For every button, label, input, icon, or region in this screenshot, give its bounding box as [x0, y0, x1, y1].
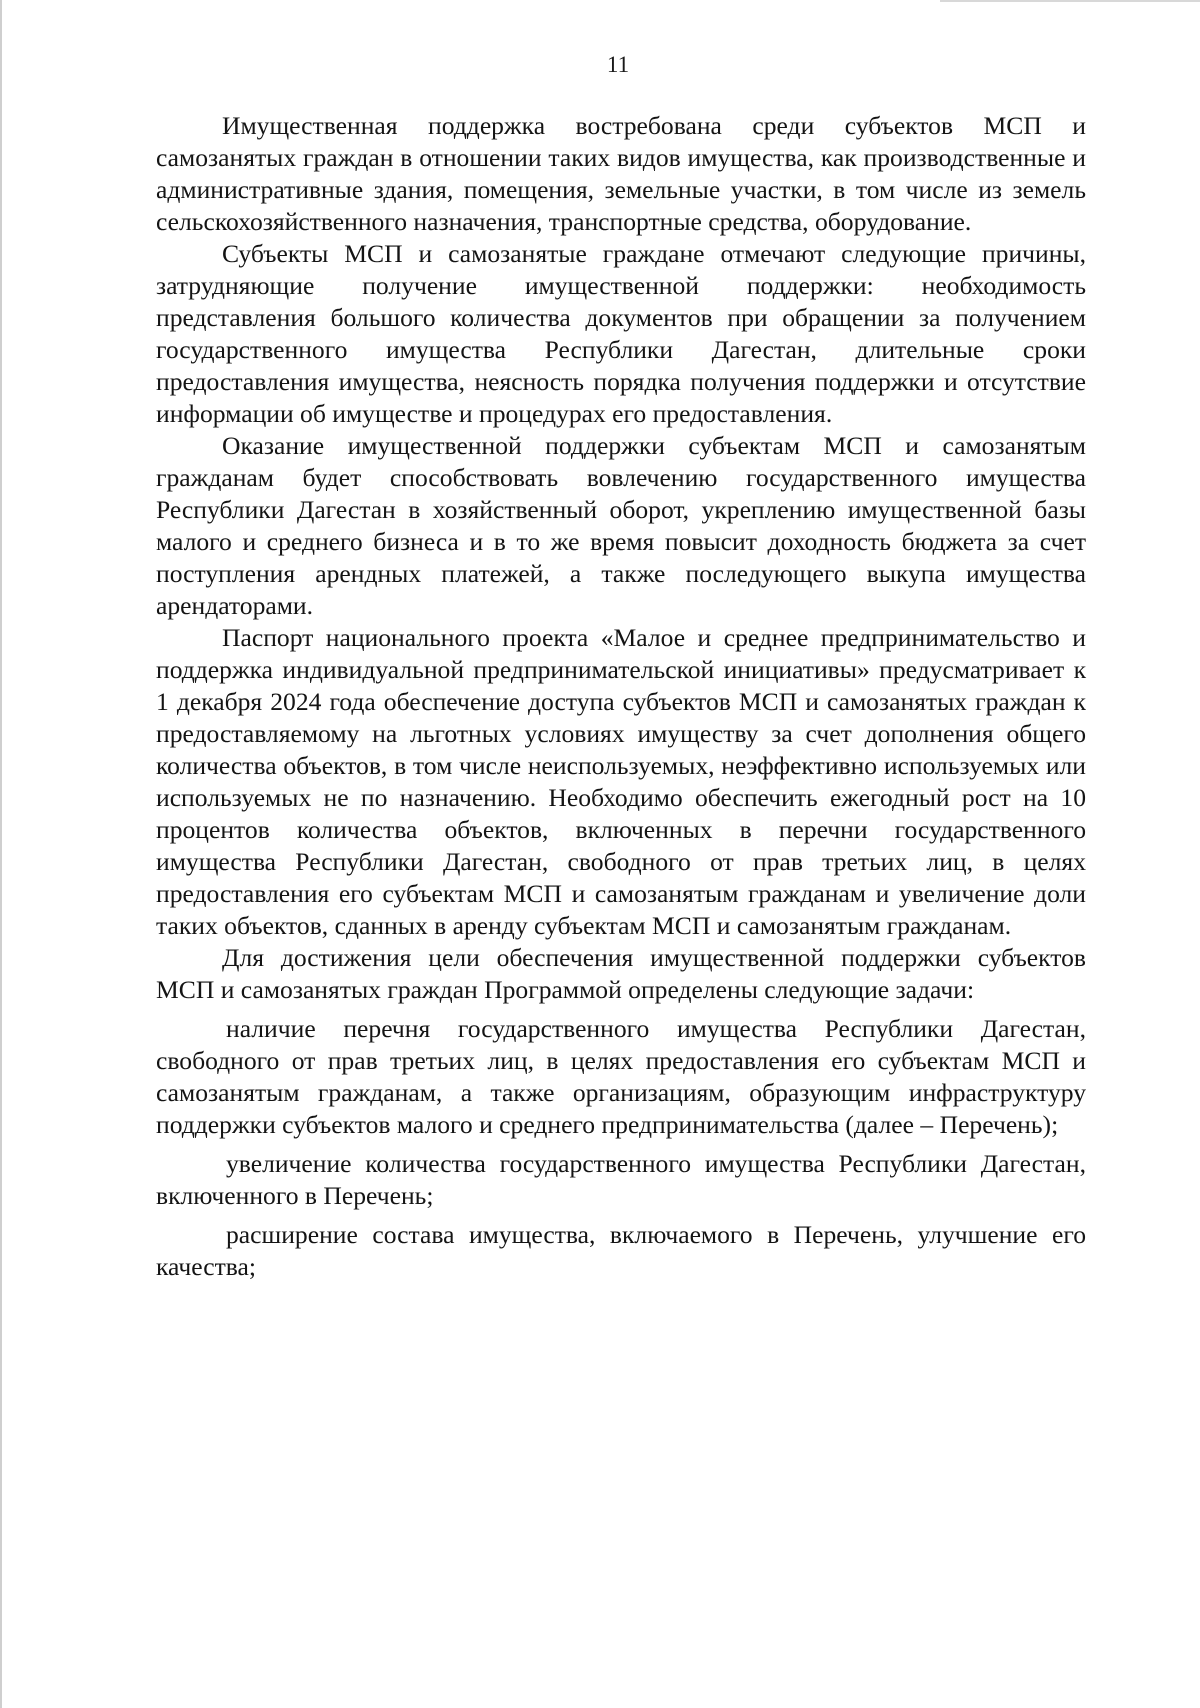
- task-item-expand: расширение состава имущества, включаемого в Перечень, улучшение его качества;: [156, 1220, 1086, 1281]
- paragraph-support-obstacles: Субъекты МСП и самозанятые граждане отмечают следующие причины, затрудняющие получение имущественной поддержки: необходимость представления большого количества документов при обращении за получением государственного имущества Республики Дагестан, длительные сроки предоставления имущества, неясность порядка получения поддержки и отсутствие информации об имуществе и процедурах его предоставления.: [156, 239, 1086, 428]
- paragraph-property-demand: Имущественная поддержка востребована среди субъектов МСП и самозанятых граждан в отношении таких видов имущества, как производственные и административные здания, помещения, земельные участки, в том числе из земель сельскохозяйственного назначения, транспортные средства, оборудование.: [156, 111, 1086, 236]
- paragraph-support-benefits: Оказание имущественной поддержки субъектам МСП и самозанятым гражданам будет способствовать вовлечению государственного имущества Республики Дагестан в хозяйственный оборот, укреплению имущественной базы малого и среднего бизнеса и в то же время повысит доходность бюджета за счет поступления арендных платежей, а также последующего выкупа имущества арендаторами.: [156, 431, 1086, 620]
- task-item-increase: увеличение количества государственного имущества Республики Дагестан, включенного в Перечень;: [156, 1149, 1086, 1210]
- scan-edge-top: [940, 0, 1200, 2]
- page-number: 11: [606, 52, 630, 77]
- paragraph-national-project: Паспорт национального проекта «Малое и среднее предпринимательство и поддержка индивидуальной предпринимательской инициативы» предусматривает к 1 декабря 2024 года обеспечение доступа субъектов МСП и самозанятых граждан к предоставляемому на льготных условиях имуществу за счет дополнения общего количества объектов, в том числе неиспользуемых, неэффективно используемых или используемых не по назначению. Необходимо обеспечить ежегодный рост на 10 процентов количества объектов, включенных в перечни государственного имущества Республики Дагестан, свободного от прав третьих лиц, в целях предоставления его субъектам МСП и самозанятым гражданам и увеличение доли таких объектов, сданных в аренду субъектам МСП и самозанятым гражданам.: [156, 623, 1086, 940]
- document-body: [156, 110, 1086, 1283]
- paragraph-program-tasks-intro: Для достижения цели обеспечения имущественной поддержки субъектов МСП и самозанятых граждан Программой определены следующие задачи:: [156, 943, 1086, 1004]
- scan-edge-left: [0, 0, 2, 1708]
- task-item-list: наличие перечня государственного имущества Республики Дагестан, свободного от прав третьих лиц, в целях предоставления его субъектам МСП и самозанятым гражданам, а также организациям, образующим инфраструктуру поддержки субъектов малого и среднего предпринимательства (далее – Перечень);: [156, 1014, 1086, 1139]
